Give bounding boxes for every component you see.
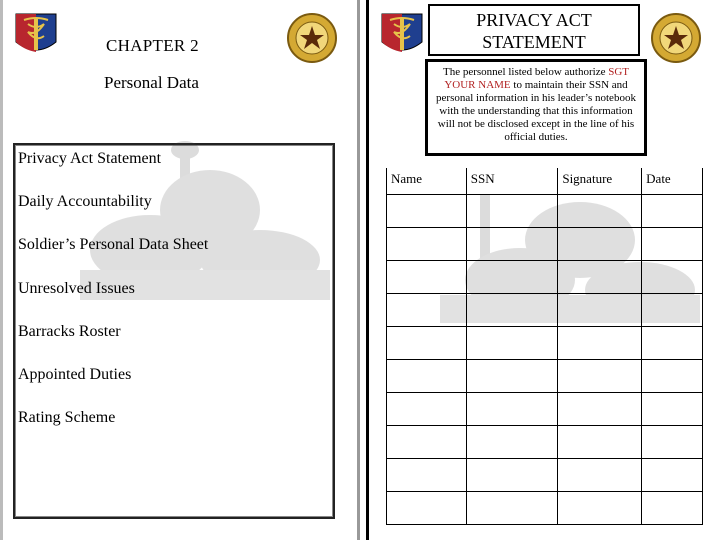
cell-name[interactable] <box>387 294 467 327</box>
toc-item-daily-accountability[interactable]: Daily Accountability <box>18 193 152 210</box>
cell-name[interactable] <box>387 195 467 228</box>
cell-signature[interactable] <box>558 294 642 327</box>
table-row <box>387 459 703 492</box>
cell-date[interactable] <box>642 492 703 525</box>
cell-name[interactable] <box>387 228 467 261</box>
column-header-date: Date <box>642 168 703 195</box>
cell-date[interactable] <box>642 294 703 327</box>
unit-crest-icon <box>650 12 702 64</box>
cell-date[interactable] <box>642 195 703 228</box>
cell-date[interactable] <box>642 261 703 294</box>
privacy-title-line2: STATEMENT <box>482 32 586 52</box>
cell-signature[interactable] <box>558 261 642 294</box>
column-header-name: Name <box>387 168 467 195</box>
cell-name[interactable] <box>387 261 467 294</box>
cell-ssn[interactable] <box>466 327 558 360</box>
table-row <box>387 426 703 459</box>
column-header-signature: Signature <box>558 168 642 195</box>
cell-date[interactable] <box>642 360 703 393</box>
table-header-row <box>387 168 703 195</box>
table-row <box>387 393 703 426</box>
cell-ssn[interactable] <box>466 393 558 426</box>
cell-signature[interactable] <box>558 492 642 525</box>
statement-text-after: to maintain their SSN and personal information in his leader’s notebook with the understanding that this information will not be disclosed except in the line of his official duties. <box>436 79 636 143</box>
table-row <box>387 492 703 525</box>
cell-name[interactable] <box>387 492 467 525</box>
cell-ssn[interactable] <box>466 195 558 228</box>
toc-item-appointed-duties[interactable]: Appointed Duties <box>18 366 132 383</box>
cell-signature[interactable] <box>558 195 642 228</box>
cell-signature[interactable] <box>558 459 642 492</box>
toc-item-unresolved-issues[interactable]: Unresolved Issues <box>18 280 135 297</box>
privacy-roster-table <box>386 168 703 525</box>
chapter-title: CHAPTER 2 <box>106 36 199 55</box>
section-title: Personal Data <box>104 73 199 92</box>
cell-date[interactable] <box>642 228 703 261</box>
table-row <box>387 195 703 228</box>
cell-ssn[interactable] <box>466 261 558 294</box>
cell-name[interactable] <box>387 426 467 459</box>
cell-signature[interactable] <box>558 228 642 261</box>
roster-table-body <box>387 195 703 525</box>
cell-signature[interactable] <box>558 360 642 393</box>
table-row <box>387 294 703 327</box>
toc-item-barracks-roster[interactable]: Barracks Roster <box>18 323 121 340</box>
table-row <box>387 327 703 360</box>
cell-ssn[interactable] <box>466 294 558 327</box>
cell-ssn[interactable] <box>466 360 558 393</box>
cell-ssn[interactable] <box>466 228 558 261</box>
toc-item-soldier-personal-data-sheet[interactable]: Soldier’s Personal Data Sheet <box>18 236 209 253</box>
cell-ssn[interactable] <box>466 426 558 459</box>
toc-item-privacy-act-statement[interactable]: Privacy Act Statement <box>18 150 162 167</box>
cell-date[interactable] <box>642 426 703 459</box>
privacy-title-line1: PRIVACY ACT <box>476 10 592 30</box>
table-row <box>387 360 703 393</box>
cell-name[interactable] <box>387 360 467 393</box>
cell-ssn[interactable] <box>466 459 558 492</box>
toc-item-rating-scheme[interactable]: Rating Scheme <box>18 409 116 426</box>
cell-date[interactable] <box>642 327 703 360</box>
unit-crest-icon <box>286 12 338 64</box>
column-header-ssn: SSN <box>466 168 558 195</box>
cell-date[interactable] <box>642 459 703 492</box>
cell-signature[interactable] <box>558 426 642 459</box>
cell-ssn[interactable] <box>466 492 558 525</box>
cell-signature[interactable] <box>558 393 642 426</box>
cell-date[interactable] <box>642 393 703 426</box>
cell-name[interactable] <box>387 393 467 426</box>
table-row <box>387 261 703 294</box>
statement-text-before: The personnel listed below authorize <box>442 66 606 78</box>
cell-signature[interactable] <box>558 327 642 360</box>
table-row <box>387 228 703 261</box>
statement-leader-name: SGT YOUR NAME <box>444 66 630 91</box>
privacy-act-title <box>428 4 640 56</box>
cell-name[interactable] <box>387 459 467 492</box>
cell-name[interactable] <box>387 327 467 360</box>
medical-brigade-insignia-icon <box>14 12 58 58</box>
privacy-statement-box <box>425 59 647 156</box>
medical-brigade-insignia-icon <box>380 12 424 58</box>
